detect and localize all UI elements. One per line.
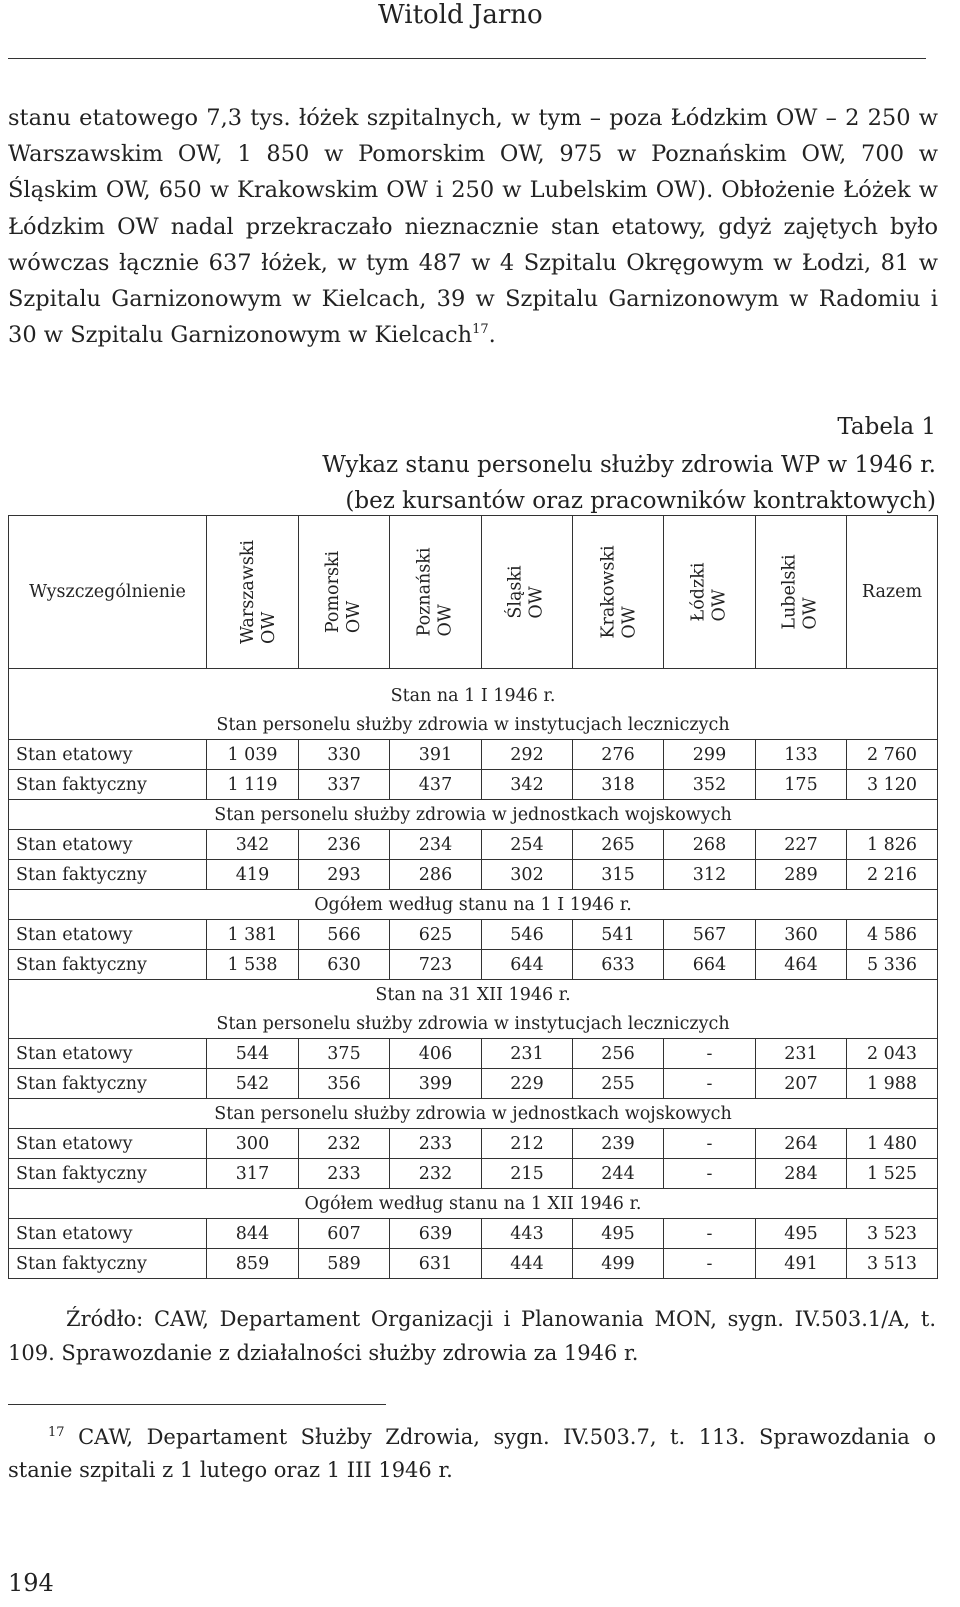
row-total-cell: 1 988 (847, 1069, 938, 1099)
table-row (9, 1069, 938, 1099)
table-row (9, 740, 938, 770)
header-line1: Pomorski (323, 550, 343, 634)
row-value-cell: 233 (299, 1159, 390, 1189)
row-value-cell: 859 (207, 1249, 299, 1279)
row-value-cell: - (664, 1069, 756, 1099)
row-value-cell: 723 (390, 950, 482, 980)
row-value-cell: 495 (756, 1219, 847, 1249)
row-value-cell: 318 (573, 770, 664, 800)
row-value-cell: 268 (664, 830, 756, 860)
section-title-row-cell: Stan personelu służby zdrowia w instytucjach leczniczych (9, 1009, 938, 1039)
table-subtitle: (bez kursantów oraz pracowników kontraktowych) (345, 488, 936, 514)
header-line2: OW (619, 606, 640, 639)
row-value-cell: 133 (756, 740, 847, 770)
row-value-cell: 342 (482, 770, 573, 800)
section-title-row (9, 1009, 938, 1039)
row-value-cell: 234 (390, 830, 482, 860)
table-header-row (9, 516, 938, 669)
section-title-row (9, 800, 938, 830)
table-source-note: Źródło: CAW, Departament Organizacji i Planowania MON, sygn. IV.503.1/A, t. 109. Sprawozdanie z działalności służby zdrowia za 1946 r. (8, 1307, 936, 1365)
row-label: Stan faktyczny (9, 1249, 207, 1279)
row-total-cell: 2 760 (847, 740, 938, 770)
row-value-cell: 286 (390, 860, 482, 890)
row-value-cell: 342 (207, 830, 299, 860)
spacer-cell (9, 669, 938, 682)
header-cell-district (664, 516, 756, 669)
row-label: Stan etatowy (9, 1219, 207, 1249)
row-label: Stan faktyczny (9, 1159, 207, 1189)
row-value-cell: 302 (482, 860, 573, 890)
header-line2: OW (435, 604, 456, 637)
staff-table (8, 515, 938, 1279)
row-value-cell: - (664, 1129, 756, 1159)
row-value-cell: 207 (756, 1069, 847, 1099)
row-value-cell: 337 (299, 770, 390, 800)
table-title-block (322, 447, 936, 519)
row-value-cell: 227 (756, 830, 847, 860)
table-row (9, 920, 938, 950)
row-label: Stan faktyczny (9, 1069, 207, 1099)
footnote-number: 17 (48, 1425, 65, 1440)
header-line2: OW (800, 597, 821, 630)
row-value-cell: 664 (664, 950, 756, 980)
row-value-cell: 1 119 (207, 770, 299, 800)
section-title-row-cell: Ogółem według stanu na 1 XII 1946 r. (9, 1189, 938, 1219)
body-paragraph-text: stanu etatowego 7,3 tys. łóżek szpitalnych, w tym – poza Łódzkim OW – 2 250 w Warszawskim OW, 1 850 w Pomorskim OW, 975 w Poznańskim OW, 700 w Śląskim OW, 650 w Krakowskim OW i 250 w Lubelskim OW). Obłożenie Łóżek w Łódzkim OW nadal przekraczało nieznacznie stan etatowy, gdyż zajętych było wówczas łącznie 637 łóżek, w tym 487 w 4 Szpitalu Okręgowym w Łodzi, 81 w Szpitalu Garnizonowym w Kielcach, 39 w Szpitalu Garnizonowym w Radomiu i 30 w Szpitalu Garnizonowym w Kielcach (8, 105, 938, 349)
header-line2: OW (526, 586, 547, 619)
row-value-cell: 630 (299, 950, 390, 980)
row-label: Stan etatowy (9, 830, 207, 860)
period-title-row-cell: Stan na 1 I 1946 r. (9, 681, 938, 710)
row-value-cell: 443 (482, 1219, 573, 1249)
row-value-cell: 607 (299, 1219, 390, 1249)
section-title-row-cell: Stan personelu służby zdrowia w instytucjach leczniczych (9, 710, 938, 740)
table-row (9, 1039, 938, 1069)
row-value-cell: - (664, 1159, 756, 1189)
row-value-cell: 546 (482, 920, 573, 950)
row-value-cell: 244 (573, 1159, 664, 1189)
row-value-cell: 437 (390, 770, 482, 800)
row-value-cell: 495 (573, 1219, 664, 1249)
row-total-cell: 2 216 (847, 860, 938, 890)
body-paragraph (8, 100, 938, 353)
section-title-row (9, 890, 938, 920)
row-value-cell: 330 (299, 740, 390, 770)
row-value-cell: 239 (573, 1129, 664, 1159)
header-cell-district (390, 516, 482, 669)
row-value-cell: 231 (482, 1039, 573, 1069)
row-total-cell: 1 826 (847, 830, 938, 860)
footnote-reference: 17 (472, 322, 489, 338)
period-title-row (9, 980, 938, 1010)
row-value-cell: 265 (573, 830, 664, 860)
section-title-row (9, 710, 938, 740)
row-value-cell: 1 039 (207, 740, 299, 770)
row-value-cell: 312 (664, 860, 756, 890)
table-row (9, 770, 938, 800)
header-cell-district (207, 516, 299, 669)
row-label: Stan etatowy (9, 1039, 207, 1069)
row-value-cell: 360 (756, 920, 847, 950)
row-value-cell: 255 (573, 1069, 664, 1099)
header-line2: OW (344, 600, 364, 634)
table-number: Tabela 1 (837, 414, 936, 440)
row-value-cell: 491 (756, 1249, 847, 1279)
row-value-cell: 589 (299, 1249, 390, 1279)
row-value-cell: 541 (573, 920, 664, 950)
period-title-row (9, 681, 938, 710)
row-value-cell: 276 (573, 740, 664, 770)
row-value-cell: 352 (664, 770, 756, 800)
row-value-cell: 300 (207, 1129, 299, 1159)
header-rule (8, 58, 926, 59)
row-value-cell: 317 (207, 1159, 299, 1189)
page-number: 194 (8, 1569, 54, 1597)
header-line1: Lubelski (779, 554, 800, 630)
row-value-cell: - (664, 1219, 756, 1249)
section-title-row (9, 1099, 938, 1129)
row-value-cell: 399 (390, 1069, 482, 1099)
row-value-cell: 631 (390, 1249, 482, 1279)
row-total-cell: 3 513 (847, 1249, 938, 1279)
row-value-cell: 215 (482, 1159, 573, 1189)
row-value-cell: 567 (664, 920, 756, 950)
row-total-cell: 1 525 (847, 1159, 938, 1189)
header-line1: Krakowski (598, 545, 619, 639)
row-value-cell: 633 (573, 950, 664, 980)
table-row (9, 1219, 938, 1249)
row-value-cell: 1 381 (207, 920, 299, 950)
row-value-cell: 212 (482, 1129, 573, 1159)
row-value-cell: 375 (299, 1039, 390, 1069)
header-cell-district (482, 516, 573, 669)
row-label: Stan etatowy (9, 1129, 207, 1159)
header-line1: Łódzki (688, 562, 709, 622)
row-value-cell: 289 (756, 860, 847, 890)
row-value-cell: 544 (207, 1039, 299, 1069)
footnote (8, 1421, 936, 1487)
row-value-cell: 254 (482, 830, 573, 860)
row-label: Stan faktyczny (9, 770, 207, 800)
row-value-cell: 231 (756, 1039, 847, 1069)
row-total-cell: 3 120 (847, 770, 938, 800)
row-value-cell: 236 (299, 830, 390, 860)
row-label: Stan etatowy (9, 740, 207, 770)
row-value-cell: 292 (482, 740, 573, 770)
row-value-cell: 406 (390, 1039, 482, 1069)
header-cell-label: Wyszczególnienie (9, 516, 207, 669)
header-line2: OW (259, 611, 280, 645)
row-total-cell: 1 480 (847, 1129, 938, 1159)
row-value-cell: 293 (299, 860, 390, 890)
row-value-cell: 499 (573, 1249, 664, 1279)
row-value-cell: 233 (390, 1129, 482, 1159)
row-value-cell: 175 (756, 770, 847, 800)
section-title-row-cell: Stan personelu służby zdrowia w jednostkach wojskowych (9, 1099, 938, 1129)
row-label: Stan faktyczny (9, 950, 207, 980)
row-value-cell: 315 (573, 860, 664, 890)
row-value-cell: 232 (390, 1159, 482, 1189)
section-title-row-cell: Stan personelu służby zdrowia w jednostkach wojskowych (9, 800, 938, 830)
footnote-text: CAW, Departament Służby Zdrowia, sygn. IV.503.7, t. 113. Sprawozdania o stanie szpitali z 1 lutego oraz 1 III 1946 r. (8, 1425, 936, 1482)
row-total-cell: 2 043 (847, 1039, 938, 1069)
table-title: Wykaz stanu personelu służby zdrowia WP w 1946 r. (322, 452, 936, 478)
header-cell-district (299, 516, 390, 669)
row-value-cell: 284 (756, 1159, 847, 1189)
row-value-cell: - (664, 1039, 756, 1069)
header-line1: Poznański (414, 547, 435, 637)
body-paragraph-end: . (488, 322, 496, 349)
row-total-cell: 5 336 (847, 950, 938, 980)
row-value-cell: 264 (756, 1129, 847, 1159)
row-value-cell: 644 (482, 950, 573, 980)
running-header-author: Witold Jarno (378, 0, 543, 30)
table-row (9, 1159, 938, 1189)
footnote-rule (8, 1404, 386, 1405)
row-value-cell: 1 538 (207, 950, 299, 980)
header-line1: Śląski (505, 565, 526, 619)
table-row (9, 1129, 938, 1159)
row-value-cell: 229 (482, 1069, 573, 1099)
row-value-cell: 299 (664, 740, 756, 770)
header-cell-district (756, 516, 847, 669)
row-value-cell: 542 (207, 1069, 299, 1099)
row-value-cell: 639 (390, 1219, 482, 1249)
table-row (9, 860, 938, 890)
row-value-cell: 844 (207, 1219, 299, 1249)
row-label: Stan faktyczny (9, 860, 207, 890)
row-total-cell: 4 586 (847, 920, 938, 950)
header-line2: OW (709, 589, 730, 622)
table-body (9, 669, 938, 1279)
row-label: Stan etatowy (9, 920, 207, 950)
row-total-cell: 3 523 (847, 1219, 938, 1249)
header-cell-district (573, 516, 664, 669)
header-cell-total: Razem (847, 516, 938, 669)
row-value-cell: 566 (299, 920, 390, 950)
row-value-cell: 464 (756, 950, 847, 980)
row-value-cell: 256 (573, 1039, 664, 1069)
table-row (9, 830, 938, 860)
header-line1: Warszawski (238, 539, 259, 645)
row-value-cell: 419 (207, 860, 299, 890)
row-value-cell: 232 (299, 1129, 390, 1159)
row-value-cell: 625 (390, 920, 482, 950)
row-value-cell: - (664, 1249, 756, 1279)
table-row (9, 1249, 938, 1279)
row-value-cell: 444 (482, 1249, 573, 1279)
row-value-cell: 356 (299, 1069, 390, 1099)
period-title-row-cell: Stan na 31 XII 1946 r. (9, 980, 938, 1010)
section-title-row (9, 1189, 938, 1219)
table-spacer-row (9, 669, 938, 682)
section-title-row-cell: Ogółem według stanu na 1 I 1946 r. (9, 890, 938, 920)
table-row (9, 950, 938, 980)
row-value-cell: 391 (390, 740, 482, 770)
